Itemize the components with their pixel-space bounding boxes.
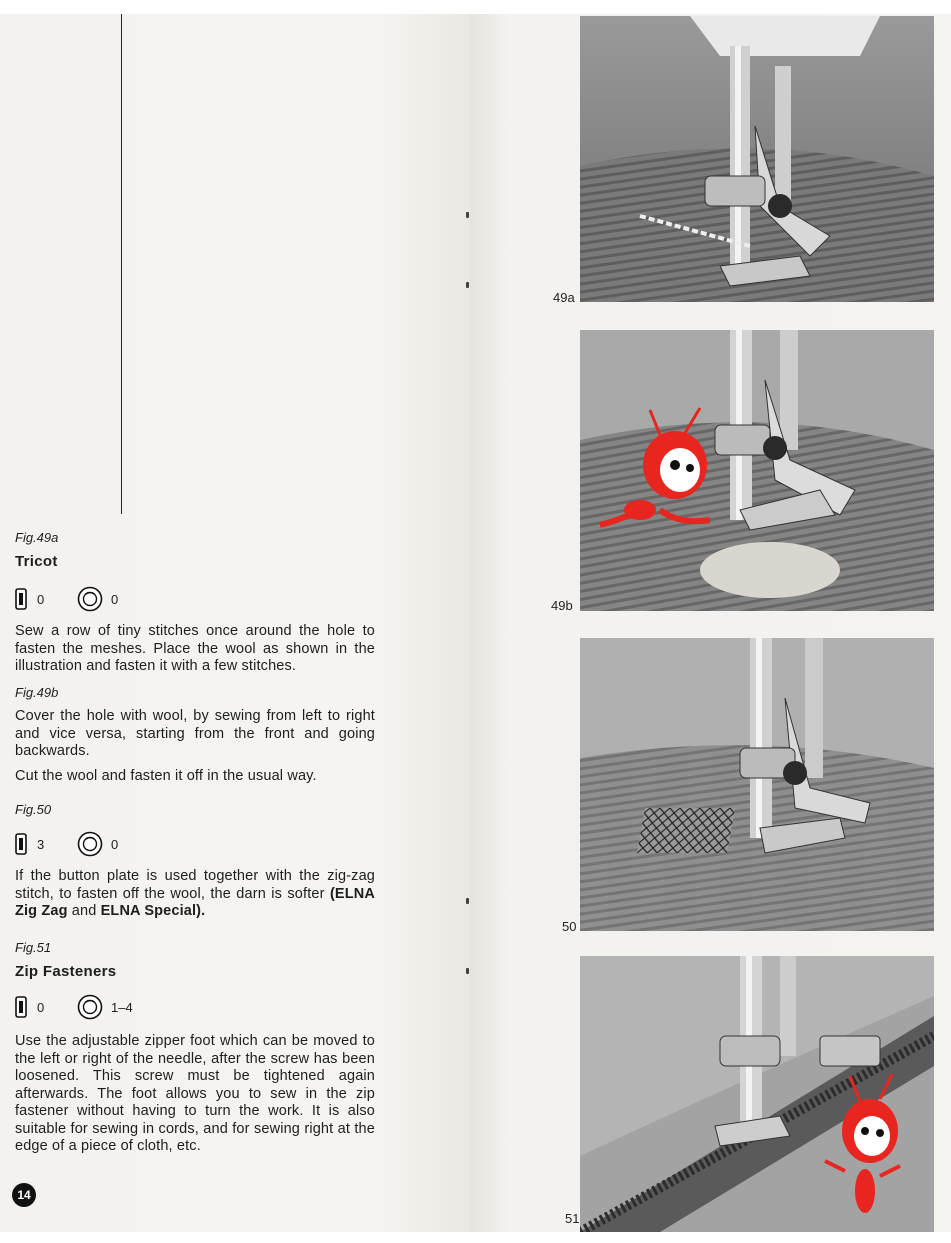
photo-49a-label: 49a (553, 290, 575, 305)
fig-49b-text: Cover the hole with wool, by sewing from left to right and vice versa, starting from the front and going backwards. (15, 708, 375, 759)
fig-51-label: Fig.51 (15, 940, 52, 955)
stitch-length-dial-icon (77, 586, 103, 612)
fig-49a-text: Sew a row of tiny stitches once around the hole to fasten the meshes. Place the wool as shown in the illustration and fasten it with a few stitches. (15, 623, 375, 674)
stitch-width-icon (15, 996, 27, 1018)
fig-49b-text-2: Cut the wool and fasten it off in the usual way. (15, 768, 317, 784)
fig-50-text-c: and (67, 903, 101, 919)
binding-mark (466, 898, 469, 904)
vertical-rule (121, 14, 122, 514)
top-edge (0, 0, 951, 14)
stitch-width-value: 0 (37, 999, 45, 1015)
fig-49a-label: Fig.49a (15, 530, 59, 545)
stitch-width-value: 0 (37, 591, 45, 607)
photo-49b (580, 330, 934, 611)
photo-49a (580, 16, 934, 302)
stitch-length-value: 1–4 (111, 999, 133, 1015)
photo-50 (580, 638, 934, 931)
model-name-zigzag: (ELNA Zig Zag (15, 885, 375, 919)
zip-fasteners-heading: Zip Fasteners (15, 963, 117, 980)
fig-50-text (15, 868, 375, 921)
stitch-width-icon (15, 833, 27, 855)
photo-51 (580, 956, 934, 1232)
stitch-width-value: 3 (37, 836, 45, 852)
stitch-length-dial-icon (77, 831, 103, 857)
stitch-width-icon (15, 588, 27, 610)
stitch-length-dial-icon (77, 994, 103, 1020)
fig-49b-label: Fig.49b (15, 685, 59, 700)
photo-50-label: 50 (562, 919, 577, 934)
stitch-length-value: 0 (111, 591, 119, 607)
tricot-heading: Tricot (15, 553, 58, 570)
photo-49b-label: 49b (551, 598, 573, 613)
fig-50-text-a: If the button plate is used together with the zig-zag stitch, to fasten off the wool, the darn is softer (15, 868, 375, 902)
binding-mark (466, 968, 469, 974)
binding-mark (466, 282, 469, 288)
photo-51-label: 51 (565, 1211, 580, 1226)
fig-50-label: Fig.50 (15, 802, 52, 817)
fig-49a-settings (15, 586, 118, 612)
page-number: 14 (12, 1183, 36, 1207)
binding-mark (466, 212, 469, 218)
fig-51-text: Use the adjustable zipper foot which can be moved to the left or right of the needle, after the screw has been loosened. This screw must be tightened again afterwards. The foot allows you to sew in the zip fastener without having to turn the work. It is also suitable for sewing in cords, and for sewing right at the edge of a piece of cloth, etc. (15, 1033, 375, 1154)
model-name-special: ELNA Special). (100, 903, 206, 919)
fig-50-settings (15, 831, 118, 857)
stitch-length-value: 0 (111, 836, 119, 852)
bottom-edge (0, 1232, 951, 1243)
fig-51-settings (15, 994, 133, 1020)
